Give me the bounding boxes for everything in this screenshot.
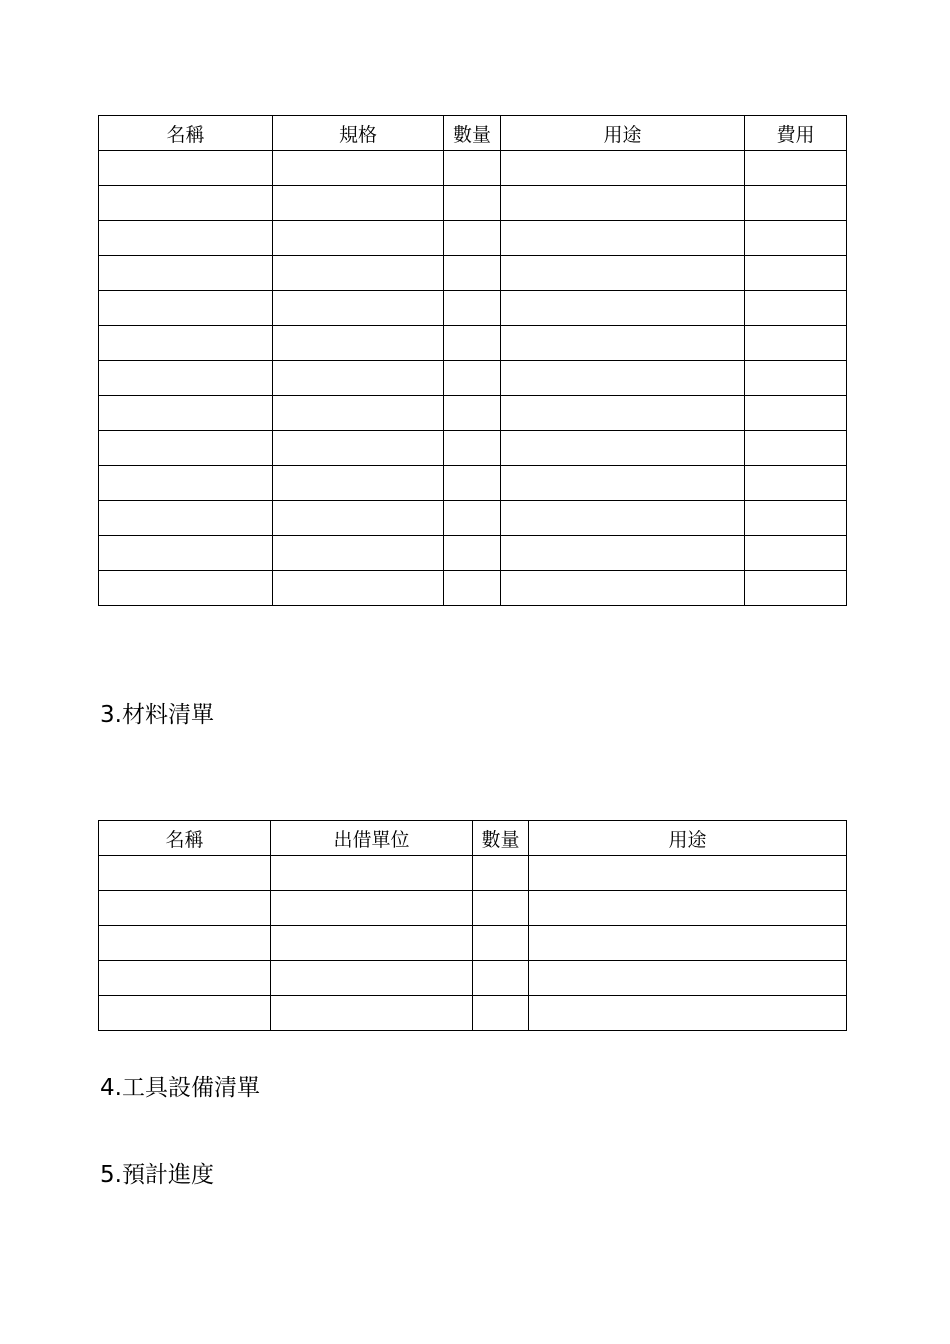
table-cell[interactable] — [529, 996, 847, 1031]
table-cell[interactable] — [99, 466, 273, 501]
section-heading-schedule: 5.預計進度 — [100, 1162, 214, 1188]
borrowed-items-table — [98, 820, 847, 1031]
table-cell[interactable] — [501, 396, 745, 431]
table-cell[interactable] — [273, 151, 444, 186]
table-row — [99, 961, 847, 996]
table-cell[interactable] — [273, 361, 444, 396]
section-heading-materials: 3.材料清單 — [100, 702, 214, 728]
table-cell[interactable] — [444, 326, 501, 361]
table-cell[interactable] — [745, 151, 847, 186]
table-cell[interactable] — [745, 221, 847, 256]
table-row — [99, 186, 847, 221]
table-cell[interactable] — [501, 291, 745, 326]
column-header-name: 名稱 — [99, 116, 273, 151]
table-cell[interactable] — [501, 536, 745, 571]
table-row — [99, 291, 847, 326]
table-cell[interactable] — [99, 291, 273, 326]
table-cell[interactable] — [501, 501, 745, 536]
table-cell[interactable] — [444, 431, 501, 466]
table-cell[interactable] — [444, 361, 501, 396]
table-cell[interactable] — [99, 891, 271, 926]
table-cell[interactable] — [444, 396, 501, 431]
table-cell[interactable] — [271, 996, 473, 1031]
table-cell[interactable] — [745, 571, 847, 606]
table-cell[interactable] — [444, 466, 501, 501]
column-header-quantity: 數量 — [473, 821, 529, 856]
table-row — [99, 926, 847, 961]
table-cell[interactable] — [444, 151, 501, 186]
table-cell[interactable] — [273, 326, 444, 361]
table-cell[interactable] — [271, 891, 473, 926]
table-cell[interactable] — [99, 926, 271, 961]
table-cell[interactable] — [271, 961, 473, 996]
table-cell[interactable] — [273, 501, 444, 536]
table-cell[interactable] — [99, 571, 273, 606]
table-header-row — [99, 116, 847, 151]
table-cell[interactable] — [444, 221, 501, 256]
table-header-row — [99, 821, 847, 856]
table-body — [99, 856, 847, 1031]
table-cell[interactable] — [444, 536, 501, 571]
table-cell[interactable] — [99, 536, 273, 571]
column-header-purpose: 用途 — [529, 821, 847, 856]
table-cell[interactable] — [473, 891, 529, 926]
table-row — [99, 361, 847, 396]
table-row — [99, 256, 847, 291]
table-cell[interactable] — [745, 536, 847, 571]
table-row — [99, 466, 847, 501]
table-cell[interactable] — [745, 466, 847, 501]
table-row — [99, 571, 847, 606]
table-cell[interactable] — [444, 571, 501, 606]
table-cell[interactable] — [745, 291, 847, 326]
table-row — [99, 996, 847, 1031]
table-row — [99, 326, 847, 361]
table-cell[interactable] — [501, 221, 745, 256]
table-cell[interactable] — [473, 856, 529, 891]
table-cell[interactable] — [745, 431, 847, 466]
column-header-lending-unit: 出借單位 — [271, 821, 473, 856]
table-cell[interactable] — [99, 256, 273, 291]
table-cell[interactable] — [99, 501, 273, 536]
table-cell[interactable] — [529, 856, 847, 891]
table-cell[interactable] — [473, 926, 529, 961]
table-cell[interactable] — [501, 571, 745, 606]
table-cell[interactable] — [501, 256, 745, 291]
table-row — [99, 396, 847, 431]
table-cell[interactable] — [501, 466, 745, 501]
table-cell[interactable] — [273, 396, 444, 431]
table-cell[interactable] — [273, 221, 444, 256]
table-cell[interactable] — [501, 431, 745, 466]
table-row — [99, 151, 847, 186]
table-cell[interactable] — [99, 431, 273, 466]
table-body — [99, 151, 847, 606]
table-cell[interactable] — [99, 151, 273, 186]
table-cell[interactable] — [501, 186, 745, 221]
table-cell[interactable] — [444, 291, 501, 326]
table-cell[interactable] — [273, 536, 444, 571]
table-row — [99, 536, 847, 571]
column-header-quantity: 數量 — [444, 116, 501, 151]
table-cell[interactable] — [273, 571, 444, 606]
table-row — [99, 431, 847, 466]
table-cell[interactable] — [745, 326, 847, 361]
table-cell[interactable] — [444, 186, 501, 221]
table-cell[interactable] — [271, 926, 473, 961]
table-cell[interactable] — [273, 186, 444, 221]
table-row — [99, 221, 847, 256]
table-cell[interactable] — [444, 501, 501, 536]
table-cell[interactable] — [501, 326, 745, 361]
table-cell[interactable] — [745, 186, 847, 221]
table-cell[interactable] — [99, 961, 271, 996]
table-cell[interactable] — [273, 291, 444, 326]
table-cell[interactable] — [99, 186, 273, 221]
column-header-name: 名稱 — [99, 821, 271, 856]
table-cell[interactable] — [745, 361, 847, 396]
column-header-purpose: 用途 — [501, 116, 745, 151]
table-cell[interactable] — [529, 891, 847, 926]
table-row — [99, 501, 847, 536]
table-row — [99, 891, 847, 926]
table-cell[interactable] — [99, 326, 273, 361]
table-cell[interactable] — [501, 361, 745, 396]
spec-cost-table — [98, 115, 847, 606]
table-cell[interactable] — [745, 256, 847, 291]
table-row — [99, 856, 847, 891]
table-cell[interactable] — [273, 256, 444, 291]
table-cell[interactable] — [501, 151, 745, 186]
table-cell[interactable] — [99, 856, 271, 891]
column-header-spec: 規格 — [273, 116, 444, 151]
table-cell[interactable] — [745, 396, 847, 431]
table-cell[interactable] — [473, 961, 529, 996]
table-cell[interactable] — [273, 431, 444, 466]
table-cell[interactable] — [529, 961, 847, 996]
section-heading-tools-equipment: 4.工具設備清單 — [100, 1075, 260, 1101]
table-cell[interactable] — [99, 361, 273, 396]
table-cell[interactable] — [99, 996, 271, 1031]
table-cell[interactable] — [529, 926, 847, 961]
table-cell[interactable] — [99, 396, 273, 431]
table-cell[interactable] — [745, 501, 847, 536]
table-cell[interactable] — [444, 256, 501, 291]
table-cell[interactable] — [271, 856, 473, 891]
table-cell[interactable] — [473, 996, 529, 1031]
table-cell[interactable] — [273, 466, 444, 501]
table-cell[interactable] — [99, 221, 273, 256]
column-header-cost: 費用 — [745, 116, 847, 151]
